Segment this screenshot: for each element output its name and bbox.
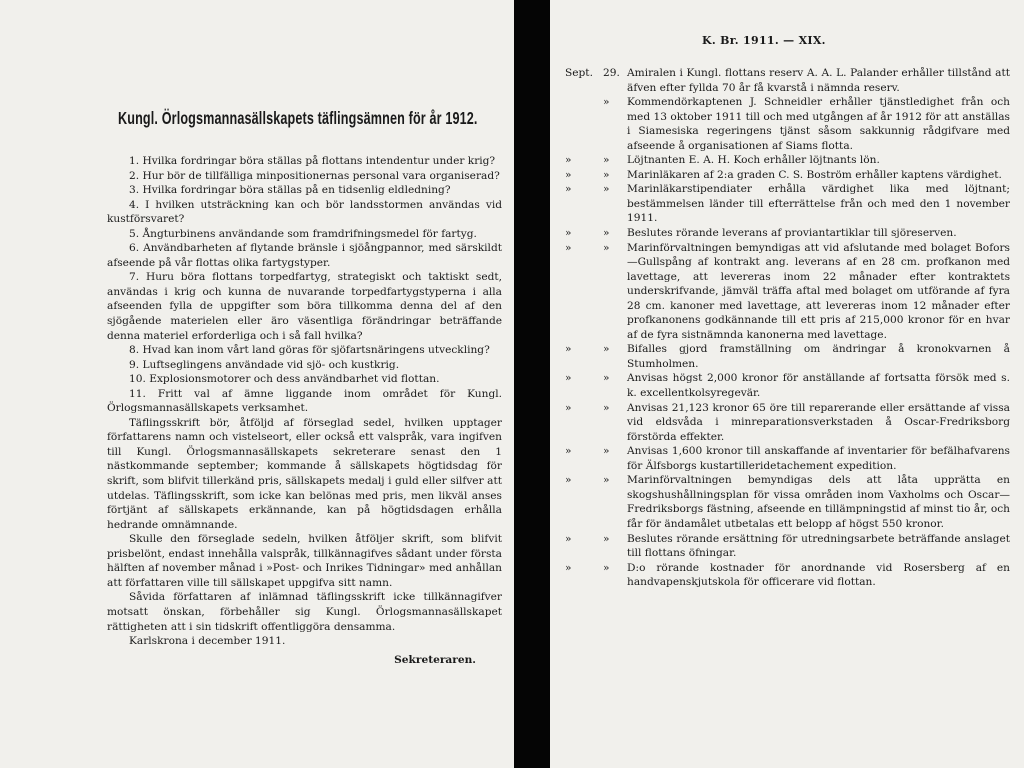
entry-month: »: [565, 372, 572, 385]
entry-text: Marinläkarstipendiater erhålla värdighet lika med löjtnant; bestämmelsen länder till efterrättelse från och med den 1 november 1911.: [627, 183, 1010, 225]
decree-entry: [565, 168, 1010, 183]
competition-topic: 2. Hur bör de tillfälliga minpositionernas personal vara organiserad?: [129, 169, 500, 182]
entry-text: Kommendörkaptenen J. Schneidler erhåller tjänstledighet från och med 13 oktober 1911 till och med utgången af år 1912 för att anställas i Siamesiska regeringens tjänst såsom sakkunnig rådgifvare med afseende å organisationen af Siams flotta.: [627, 96, 1010, 152]
entry-month: »: [565, 401, 572, 414]
entry-text: Bifalles gjord framställning om ändringar å kronokvarnen å Stumholmen.: [627, 343, 1010, 370]
competition-topic: 10. Explosionsmotorer och dess användbarhet vid flottan.: [129, 373, 440, 386]
competition-topic: 4. I hvilken utsträckning kan och bör landsstormen användas vid kustförsvaret?: [107, 198, 502, 226]
rules-paragraph: Såvida författaren af inlämnad täflingsskrift icke tillkännagifver motsatt önskan, förbehåller sig Kungl. Örlogsmannasällskapet rättigheten att i sin tidskrift offentliggöra densamma.: [107, 591, 502, 633]
competition-topic: 5. Ångturbinens användande som framdrifningsmedel för fartyg.: [129, 227, 477, 240]
entry-month: Sept.: [565, 67, 593, 79]
decree-entry: [565, 473, 1010, 531]
decree-entry: [565, 371, 1010, 400]
entry-day: »: [603, 96, 610, 109]
entry-month: »: [565, 474, 572, 487]
entry-month: »: [565, 168, 572, 181]
rules-paragraph: Skulle den förseglade sedeln, hvilken åtföljer skrift, som blifvit prisbelönt, endast innehålla valspråk, tillkännagifves sådant under första hälften af november månad i »Post- och Inrikes Tidningar» med anhållan att författaren ville till sällskapet uppgifva sitt namn.: [107, 533, 502, 589]
entry-text: Beslutes rörande leverans af proviantartiklar till sjöreserven.: [627, 227, 957, 240]
entry-day: »: [603, 241, 610, 254]
place-date-line: Karlskrona i december 1911.: [129, 635, 286, 648]
entry-month: »: [565, 343, 572, 356]
entry-day: »: [603, 401, 610, 414]
entry-day: »: [603, 154, 610, 167]
decree-entry: [565, 401, 1010, 445]
entry-day: »: [603, 343, 610, 356]
entry-day: »: [603, 532, 610, 545]
entry-day: »: [603, 474, 610, 487]
entry-text: Beslutes rörande ersättning för utredningsarbete beträffande anslaget till flottans öfningar.: [627, 532, 1010, 560]
entry-day: »: [603, 561, 610, 574]
entry-month: »: [565, 561, 572, 574]
entry-text: Marinförvaltningen bemyndigas att vid afslutande med bolaget Bofors—Gullspång af kontrakt ang. leverans af en 28 cm. profkanon med lavettage, att levereras inom 22 månader efter kontraktets underskrifvande, jämväl träffa aftal med bolaget om utförande af fyra 28 cm. kanoner med lavettage, att levereras inom 12 månader efter profkanonens godkännande till ett pris af 215,000 kronor för en hvar af de fyra sistnämnda kanonerna med lavettage.: [627, 241, 1010, 341]
decree-entry: [565, 182, 1010, 226]
competition-topic: 11. Fritt val af ämne liggande inom området för Kungl. Örlogsmannasällskapets verksamhet.: [107, 387, 502, 415]
entry-day: »: [603, 183, 610, 196]
right-page: [550, 0, 1024, 768]
running-header: K. Br. 1911. — XIX.: [702, 34, 826, 47]
entry-day: »: [603, 227, 610, 240]
decree-entry: [565, 342, 1010, 371]
decree-entry: [565, 95, 1010, 153]
entry-month: [565, 95, 603, 153]
entry-text: Anvisas 21,123 kronor 65 öre till reparerande eller ersättande af vissa vid eldsvåda i minreparationsverkstaden å Oscar-Fredriksborg förstörda effekter.: [627, 401, 1010, 443]
competition-topic: 8. Hvad kan inom vårt land göras för sjöfartsnäringens utveckling?: [129, 344, 490, 357]
decree-entry: [565, 561, 1010, 590]
entry-text: Amiralen i Kungl. flottans reserv A. A. L. Palander erhåller tillstånd att äfven efter fyllda 70 år få kvarstå i nämnda reserv.: [627, 67, 1010, 94]
competition-topic: 6. Användbarheten af flytande bränsle i sjöångpannor, med särskildt afseende på vår flottas olika fartygstyper.: [107, 242, 502, 269]
entry-month: »: [565, 227, 572, 240]
entry-day: 29.: [603, 67, 620, 79]
entry-text: Anvisas högst 2,000 kronor för anställande af fortsatta försök med s. k. excellentkolsyregevär.: [627, 372, 1010, 400]
decree-entry: [565, 532, 1010, 561]
entry-day: »: [603, 168, 610, 181]
entry-month: »: [565, 445, 572, 458]
entry-month: »: [565, 532, 572, 545]
page-title: Kungl. Örlogsmannasällskapets täflingsämnen för år 1912.: [118, 108, 478, 128]
entry-day: »: [603, 445, 610, 458]
decree-entry: [565, 153, 1010, 168]
entry-text: Marinläkaren af 2:a graden C. S. Boström erhåller kaptens värdighet.: [627, 168, 1002, 181]
decree-entry: [565, 241, 1010, 343]
book-gutter: [514, 0, 550, 768]
entry-month: »: [565, 241, 572, 254]
entry-day: »: [603, 372, 610, 385]
competition-topic: 9. Luftseglingens användade vid sjö- och kustkrig.: [129, 358, 400, 371]
right-page-body: [565, 66, 1010, 590]
decree-entry: [565, 66, 1010, 95]
entry-text: D:o rörande kostnader för anordnande vid Rosersberg af en handvapenskjutskola för officerare vid flottan.: [627, 561, 1010, 589]
left-page-body: [107, 154, 502, 667]
decree-entry: [565, 444, 1010, 473]
decree-entry: [565, 226, 1010, 241]
competition-topic: 3. Hvilka fordringar böra ställas på en tidsenlig eldledning?: [129, 184, 451, 197]
competition-topic: 7. Huru böra flottans torpedfartyg, strategiskt och taktiskt sedt, användas i krig och kunna de nuvarande torpedfartygstyperna i alla afseenden fylla de uppgifter som böra tillkomma denna del af den sjögående materielen eller äro väsentliga förändringar beträffande denna materiel erforderliga och i så fall hvilka?: [107, 271, 502, 342]
entry-text: Marinförvaltningen bemyndigas dels att låta upprätta en skogshushållningsplan för vissa områden inom Vaxholms och Oscar—Fredriksborgs fästning, afseende en tillämpningstid af minst tio år, och får för ändamålet utbetalas ett belopp af högst 550 kronor.: [627, 474, 1010, 530]
rules-paragraph: Täflingsskrift bör, åtföljd af förseglad sedel, hvilken upptager författarens namn och vistelseort, eller också ett valspråk, vara ingifven till Kungl. Örlogsmannasällskapets sekreterare senast den 1 nästkommande september; kommande å sällskapets högtidsdag för skrift, som blifvit tillerkänd pris, sällskapets medalj i guld eller silfver att utdelas. Täflingsskrift, som icke kan belönas med pris, men likväl anses förtjänt af sällskapets erkännande, kan på högtidsdagen erhålla hedrande omnämnande.: [107, 416, 502, 531]
entry-month: »: [565, 154, 572, 167]
entry-text: Anvisas 1,600 kronor till anskaffande af inventarier för befälhafvarens för Älfsborgs kustartilleridetachement expedition.: [627, 445, 1010, 472]
entry-text: Löjtnanten E. A. H. Koch erhåller löjtnants lön.: [627, 154, 880, 167]
signature: Sekreteraren.: [394, 653, 476, 666]
competition-topic: 1. Hvilka fordringar böra ställas på flottans intendentur under krig?: [129, 155, 496, 167]
entry-month: »: [565, 183, 572, 196]
